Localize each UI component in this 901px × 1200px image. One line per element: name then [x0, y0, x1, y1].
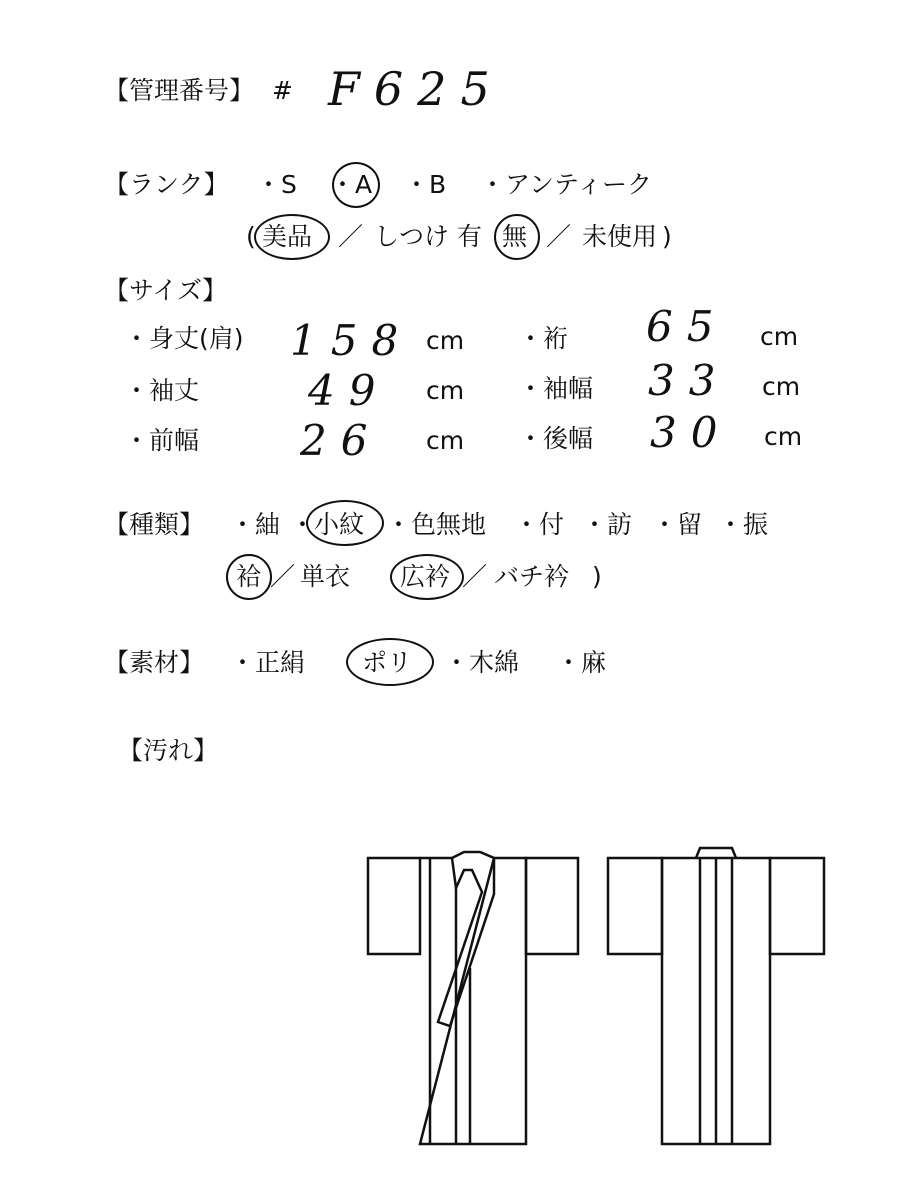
material-asa: ・麻 [556, 648, 607, 677]
rank-option-a: ・A [330, 170, 373, 199]
poly-circle [346, 638, 434, 686]
size-sodehaba-value: 33 [648, 356, 730, 405]
size-yuki-label: ・裄 [518, 324, 569, 353]
control-number-value: F625 [328, 62, 504, 116]
type-tsumugi: ・紬 [230, 510, 281, 539]
size-ushirohaba-value: 30 [650, 408, 732, 457]
rank-label: 【ランク】 [104, 170, 229, 199]
type-hitoe: 単衣 [300, 562, 351, 591]
size-ushirohaba-unit: cm [764, 422, 803, 451]
front-body [420, 858, 526, 1144]
back-collar [696, 848, 736, 858]
komon-circle [306, 500, 384, 546]
type-tsukesage: ・付 [514, 510, 565, 539]
rank-unused: 未使用 [582, 222, 658, 251]
size-label: 【サイズ】 [104, 276, 228, 305]
type-separator-2: ／ [462, 562, 488, 591]
stain-label: 【汚れ】 [118, 736, 219, 765]
rank-option-b: ・B [404, 170, 447, 199]
rank-condition-bihin: 美品 [262, 222, 313, 251]
back-right-sleeve [770, 858, 824, 954]
type-awase: 袷 [236, 562, 262, 591]
type-tomesode: ・留 [652, 510, 703, 539]
size-maehaba-label: ・前幅 [124, 426, 200, 455]
rank-separator-2: ／ [546, 222, 572, 251]
size-maehaba-unit: cm [426, 426, 465, 455]
type-separator-1: ／ [270, 562, 296, 591]
size-mitake-label: ・身丈(肩) [124, 324, 244, 353]
front-left-sleeve [368, 858, 420, 954]
type-dot: ・ [290, 510, 316, 539]
size-mitake-value: 158 [290, 316, 413, 365]
rank-shitsuke: しつけ 有 [374, 222, 482, 251]
awase-circle [226, 554, 272, 600]
type-label: 【種類】 [104, 510, 205, 539]
size-sodetake-unit: cm [426, 376, 465, 405]
rank-option-antique: ・アンティーク [480, 170, 653, 199]
bihin-circle [254, 214, 330, 260]
mu-circle [494, 214, 540, 260]
kimono-back-diagram [604, 840, 828, 1154]
size-mitake-unit: cm [426, 326, 465, 355]
rank-option-s: ・S [256, 170, 297, 199]
control-number-hash: # [272, 76, 293, 105]
front-right-sleeve [526, 858, 578, 954]
size-sodetake-value: 49 [308, 366, 390, 415]
rank-paren-close: ) [662, 222, 672, 251]
rank-shitsuke-none: 無 [502, 222, 528, 251]
rank-separator-1: ／ [338, 222, 364, 251]
type-furisode: ・振 [718, 510, 769, 539]
size-yuki-value: 65 [646, 302, 728, 351]
type-bachieri: バチ衿 [494, 562, 570, 591]
type-hiroeri: 広衿 [400, 562, 451, 591]
material-label: 【素材】 [104, 648, 205, 677]
rank-paren-open: ( [246, 222, 256, 251]
type-houmongi: ・訪 [582, 510, 633, 539]
type-iromuji: ・色無地 [386, 510, 487, 539]
size-maehaba-value: 26 [300, 416, 382, 465]
type-paren-close: ) [592, 562, 602, 591]
material-shoken: ・正絹 [230, 648, 306, 677]
kimono-front-diagram [360, 848, 586, 1154]
material-poly: ポリ [362, 648, 413, 677]
rank-a-circle [332, 162, 380, 208]
size-sodetake-label: ・袖丈 [124, 376, 200, 405]
size-ushirohaba-label: ・後幅 [518, 424, 594, 453]
type-komon: 小紋 [314, 510, 365, 539]
back-left-sleeve [608, 858, 662, 954]
size-sodehaba-unit: cm [762, 372, 801, 401]
size-yuki-unit: cm [760, 322, 799, 351]
material-momen: ・木綿 [444, 648, 520, 677]
size-sodehaba-label: ・袖幅 [518, 374, 594, 403]
front-collar [438, 852, 494, 1026]
hiroeri-circle [390, 554, 464, 600]
control-number-label: 【管理番号】 [104, 76, 255, 105]
